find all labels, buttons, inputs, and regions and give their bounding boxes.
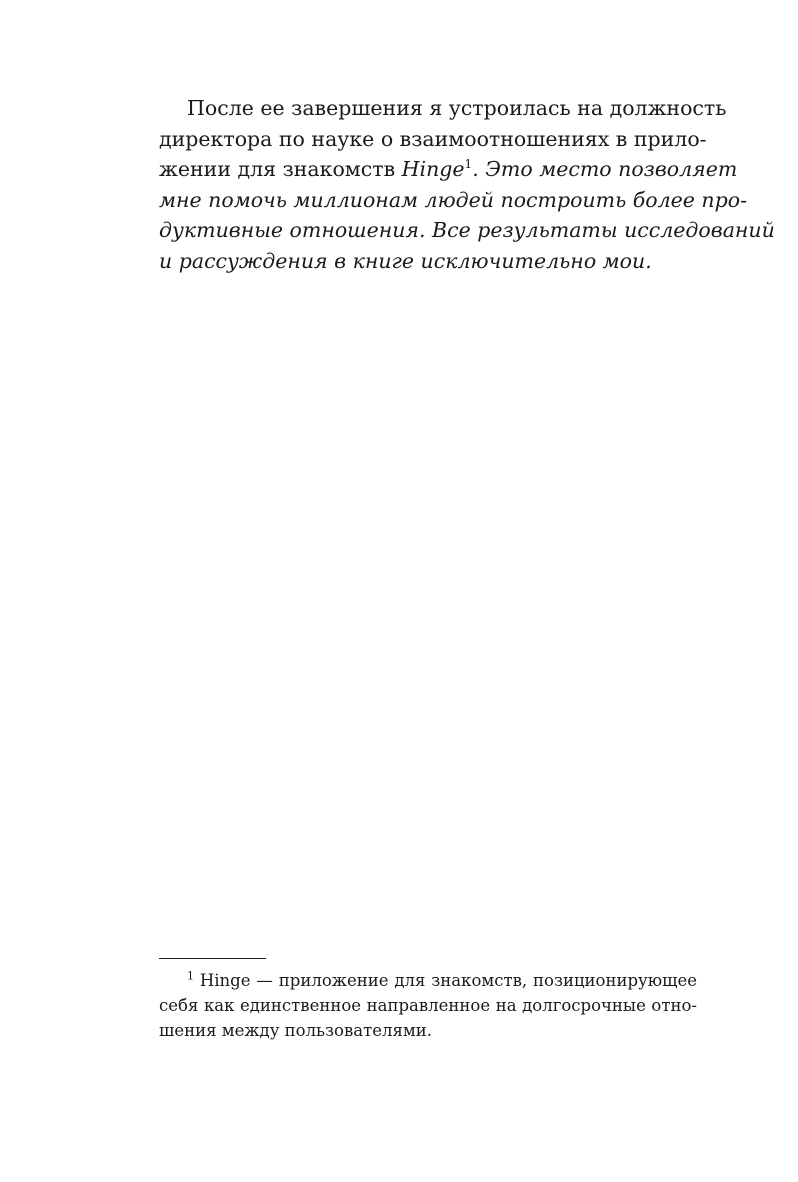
brand-name: Hinge <box>401 157 465 181</box>
body-line-1: После ее завершения я устроилась на должность <box>187 96 727 120</box>
footnote-line-1 <box>159 968 697 993</box>
body-line-3-start: жении для знакомств <box>159 157 402 181</box>
footnote-line-1-text: Hinge — приложение для знакомств, позиционирующее <box>194 971 697 990</box>
footnote-line-2: себя как единственное направленное на долгосрочные отно- <box>159 996 697 1015</box>
body-line-2: директора по науке о взаимоотношениях в прило- <box>159 126 707 151</box>
footnote-marker: 1 <box>187 969 194 983</box>
body-line-3-end: . Это место позволяет <box>472 157 738 181</box>
body-line-6: и рассуждения в книге исключительно мои. <box>159 248 652 273</box>
body-line-3 <box>159 154 738 185</box>
body-line-4: мне помочь миллионам людей построить более про- <box>159 187 748 212</box>
body-paragraph <box>159 93 775 276</box>
footnote-line-3: шения между пользователями. <box>159 1021 432 1040</box>
footnote-reference[interactable]: 1 <box>464 157 473 172</box>
footnote-divider <box>159 958 266 959</box>
footnote <box>159 968 697 1043</box>
body-line-5: дуктивные отношения. Все результаты исследований <box>159 218 775 242</box>
